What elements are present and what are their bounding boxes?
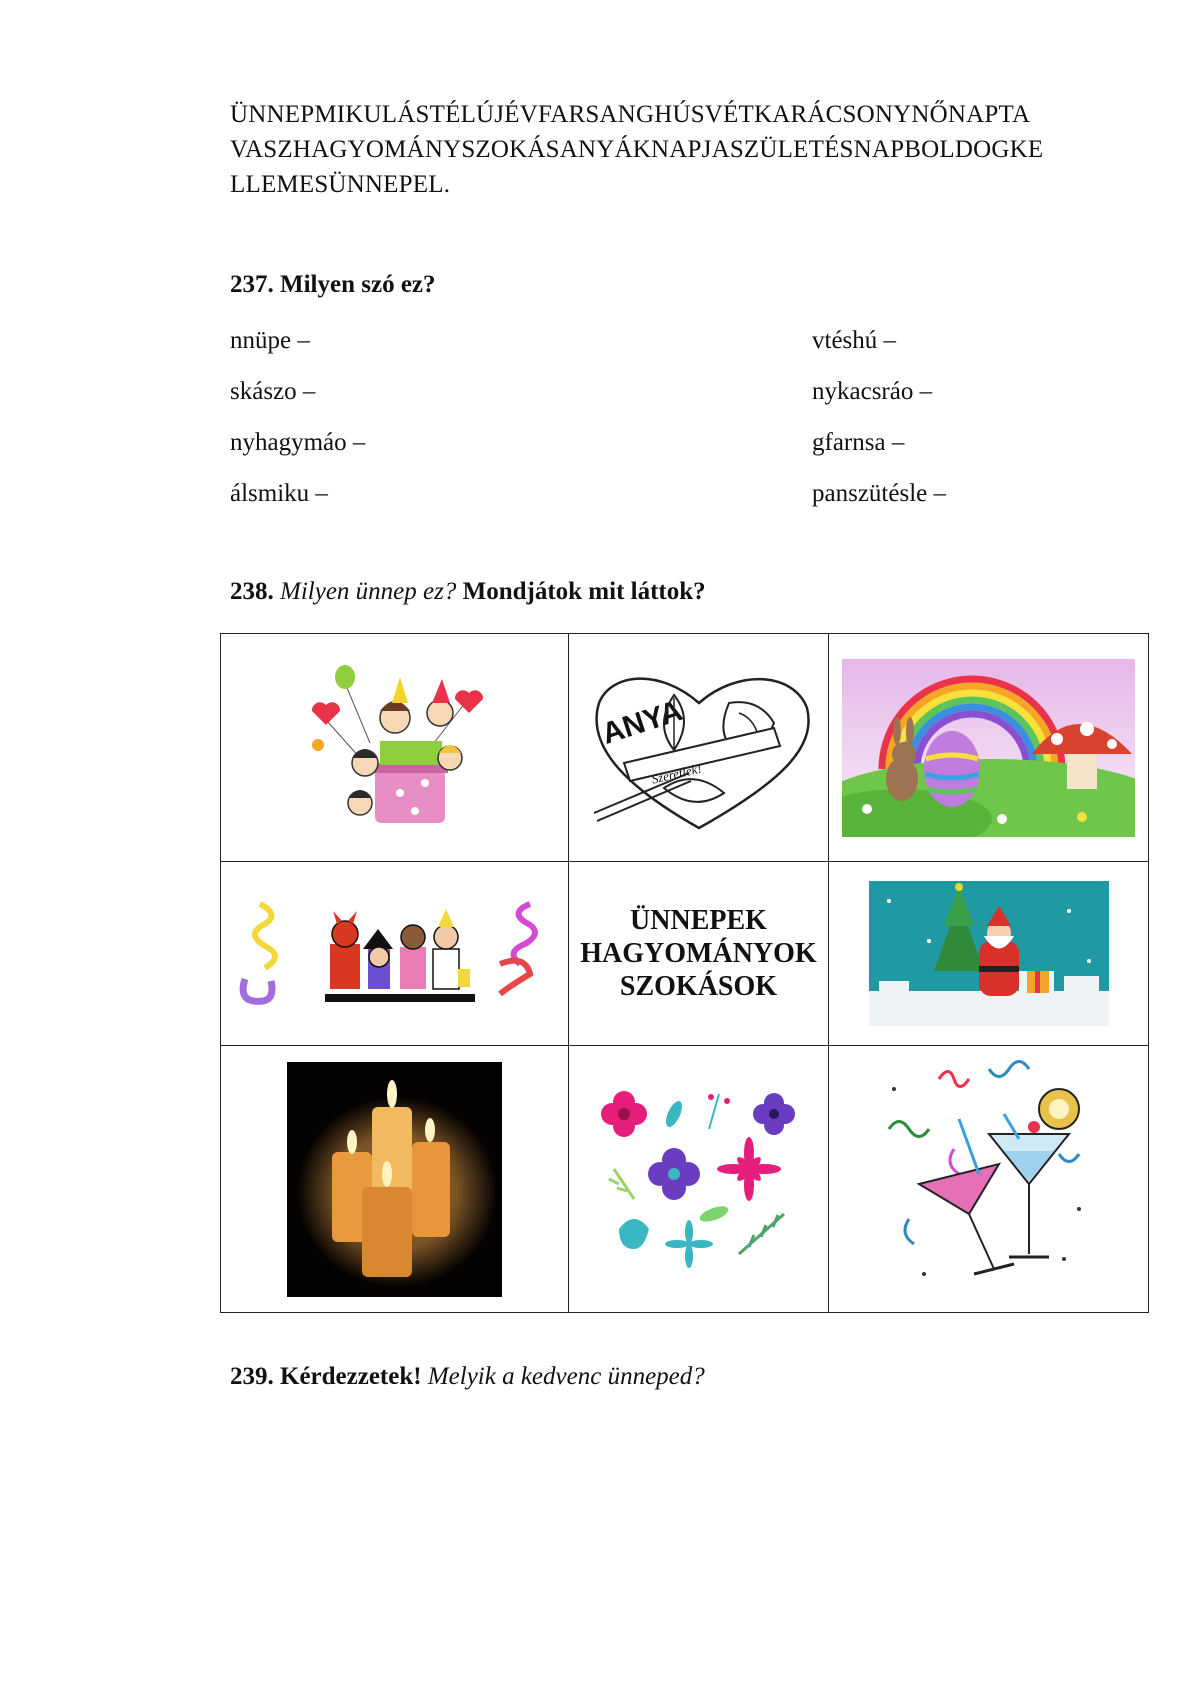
exercise-239-heading <box>230 1363 705 1391</box>
birthday-cell <box>221 634 569 862</box>
heart-label: ANYA <box>597 693 686 751</box>
advent-cell <box>221 1046 569 1313</box>
carnival-costumes-image <box>230 899 560 1009</box>
letter-puzzle-line: VASZHAGYOMÁNYSZOKÁSANYÁKNAPJASZÜLETÉSNAPBOLDOGKE <box>230 136 1044 163</box>
exercise-238-number: 238. <box>230 578 274 605</box>
scrambled-word: nykacsráo – <box>812 378 933 405</box>
center-title-line: SZOKÁSOK <box>619 971 778 1002</box>
exercise-239-number: 239. <box>230 1363 274 1390</box>
scrambled-word: vtéshú – <box>812 327 897 354</box>
carnival-cell <box>221 862 569 1046</box>
easter-egg-bunny-image <box>842 659 1135 837</box>
exercise-237-number: 237. <box>230 271 274 298</box>
exercise-238-question: Milyen ünnep ez? <box>280 578 457 605</box>
scrambled-words-left <box>230 326 365 530</box>
center-title-cell <box>569 862 829 1046</box>
scrambled-word: skászo – <box>230 378 316 405</box>
exercise-239-question: Melyik a kedvenc ünneped? <box>427 1363 705 1390</box>
birthday-cake-children-image <box>300 663 490 833</box>
letter-puzzle <box>230 97 1160 202</box>
new-year-cocktails-image <box>879 1059 1099 1299</box>
mothers-day-heart-image <box>579 663 819 833</box>
christmas-santa-image <box>869 881 1109 1026</box>
mothers-day-cell <box>569 634 829 862</box>
exercise-238-instruction: Mondjátok mit láttok? <box>462 578 706 605</box>
scrambled-word: gfarnsa – <box>812 429 905 456</box>
letter-puzzle-line: LLEMESÜNNEPEL. <box>230 171 451 198</box>
exercise-239-instruction: Kérdezzetek! <box>280 1363 422 1390</box>
center-title-line: ÜNNEPEK <box>630 905 767 936</box>
scrambled-word: panszütésle – <box>812 480 946 507</box>
scrambled-words-right <box>812 326 946 530</box>
candles-image <box>287 1062 502 1297</box>
center-title-line: HAGYOMÁNYOK <box>580 938 817 969</box>
new-year-cell <box>829 1046 1149 1313</box>
christmas-cell <box>829 862 1149 1046</box>
exercise-237-title: Milyen szó ez? <box>280 271 436 298</box>
exercise-238-heading <box>230 578 706 606</box>
center-title <box>569 904 828 1003</box>
scrambled-word: nnüpe – <box>230 327 310 354</box>
scrambled-word: nyhagymáo – <box>230 429 366 456</box>
holiday-picture-grid <box>220 633 1149 1313</box>
exercise-237-heading <box>230 271 436 299</box>
ribbon-label: Szeretlek! <box>649 760 703 787</box>
womens-day-cell <box>569 1046 829 1313</box>
easter-cell <box>829 634 1149 862</box>
scrambled-word: álsmiku – <box>230 480 328 507</box>
letter-puzzle-line: ÜNNEPMIKULÁSTÉLÚJÉVFARSANGHÚSVÉTKARÁCSONYNŐNAPTA <box>230 101 1031 128</box>
flowers-image <box>589 1079 809 1279</box>
